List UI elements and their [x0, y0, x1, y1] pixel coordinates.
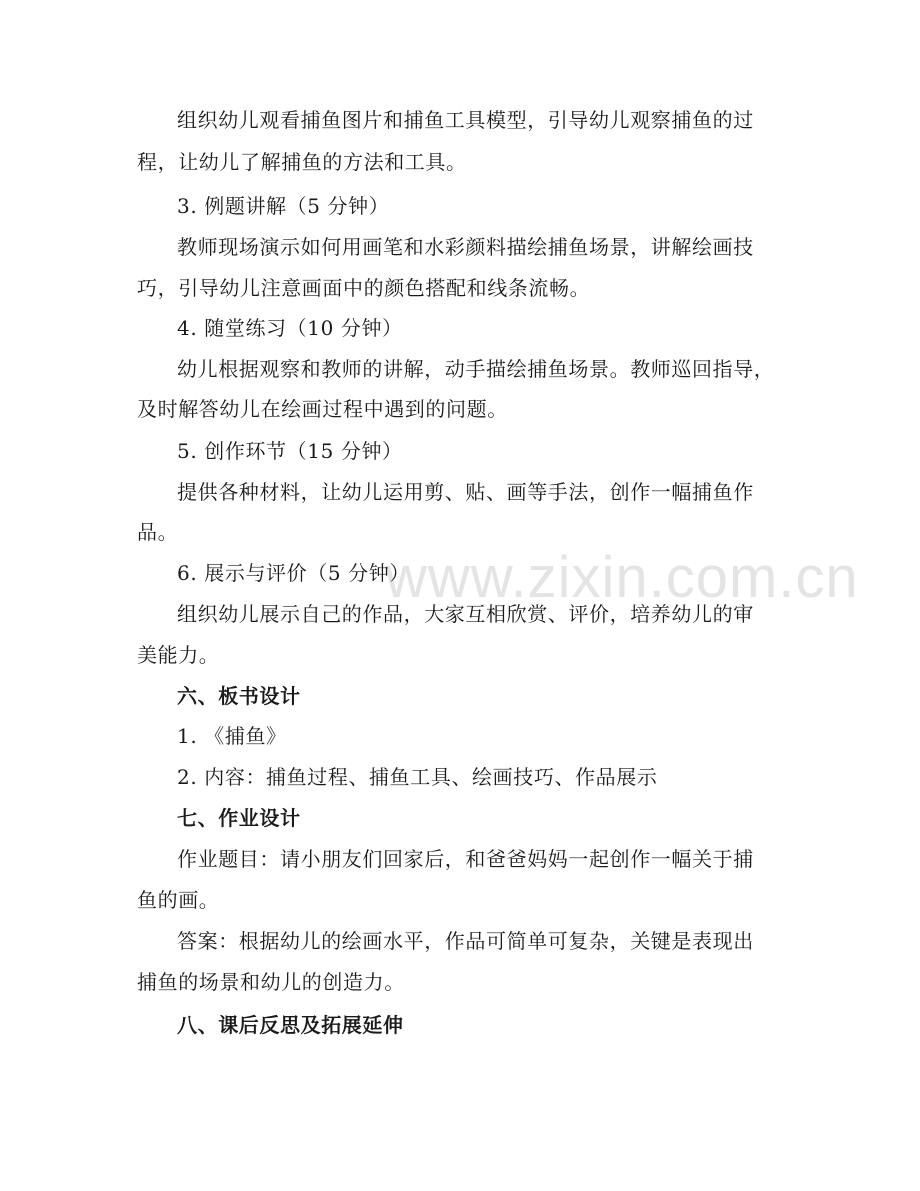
list-item-heading: 3. 例题讲解（5 分钟）: [177, 194, 390, 218]
watermark: www.zixin.com.cn: [385, 545, 859, 610]
list-item-heading: 5. 创作环节（15 分钟）: [177, 439, 403, 463]
section-heading: 七、作业设计: [177, 806, 301, 830]
paragraph-line: 幼儿根据观察和教师的讲解，动手描绘捕鱼场景。教师巡回指导，: [177, 357, 775, 381]
paragraph-line: 答案：根据幼儿的绘画水平，作品可简单可复杂，关键是表现出: [177, 929, 754, 953]
paragraph-line: 品。: [137, 520, 179, 544]
paragraph-line: 及时解答幼儿在绘画过程中遇到的问题。: [137, 397, 508, 421]
paragraph-line: 美能力。: [137, 643, 220, 667]
list-item: 2. 内容：捕鱼过程、捕鱼工具、绘画技巧、作品展示: [177, 765, 658, 789]
list-item: 1. 《捕鱼》: [177, 724, 287, 748]
paragraph-line: 教师现场演示如何用画笔和水彩颜料描绘捕鱼场景，讲解绘画技: [177, 235, 754, 259]
paragraph-line: 程，让幼儿了解捕鱼的方法和工具。: [137, 150, 467, 174]
paragraph-line: 巧，引导幼儿注意画面中的颜色搭配和线条流畅。: [137, 276, 591, 300]
section-heading: 六、板书设计: [177, 684, 301, 708]
paragraph-line: 提供各种材料，让幼儿运用剪、贴、画等手法，创作一幅捕鱼作: [177, 480, 754, 504]
section-heading: 八、课后反思及拓展延伸: [177, 1013, 404, 1037]
paragraph-line: 组织幼儿展示自己的作品，大家互相欣赏、评价，培养幼儿的审: [177, 602, 754, 626]
list-item-heading: 4. 随堂练习（10 分钟）: [177, 316, 403, 340]
paragraph-line: 组织幼儿观看捕鱼图片和捕鱼工具模型，引导幼儿观察捕鱼的过: [177, 108, 754, 132]
paragraph-line: 捕鱼的场景和幼儿的创造力。: [137, 970, 405, 994]
list-item-heading: 6. 展示与评价（5 分钟）: [177, 561, 410, 585]
paragraph-line: 鱼的画。: [137, 888, 220, 912]
paragraph-line: 作业题目：请小朋友们回家后，和爸爸妈妈一起创作一幅关于捕: [177, 847, 754, 871]
